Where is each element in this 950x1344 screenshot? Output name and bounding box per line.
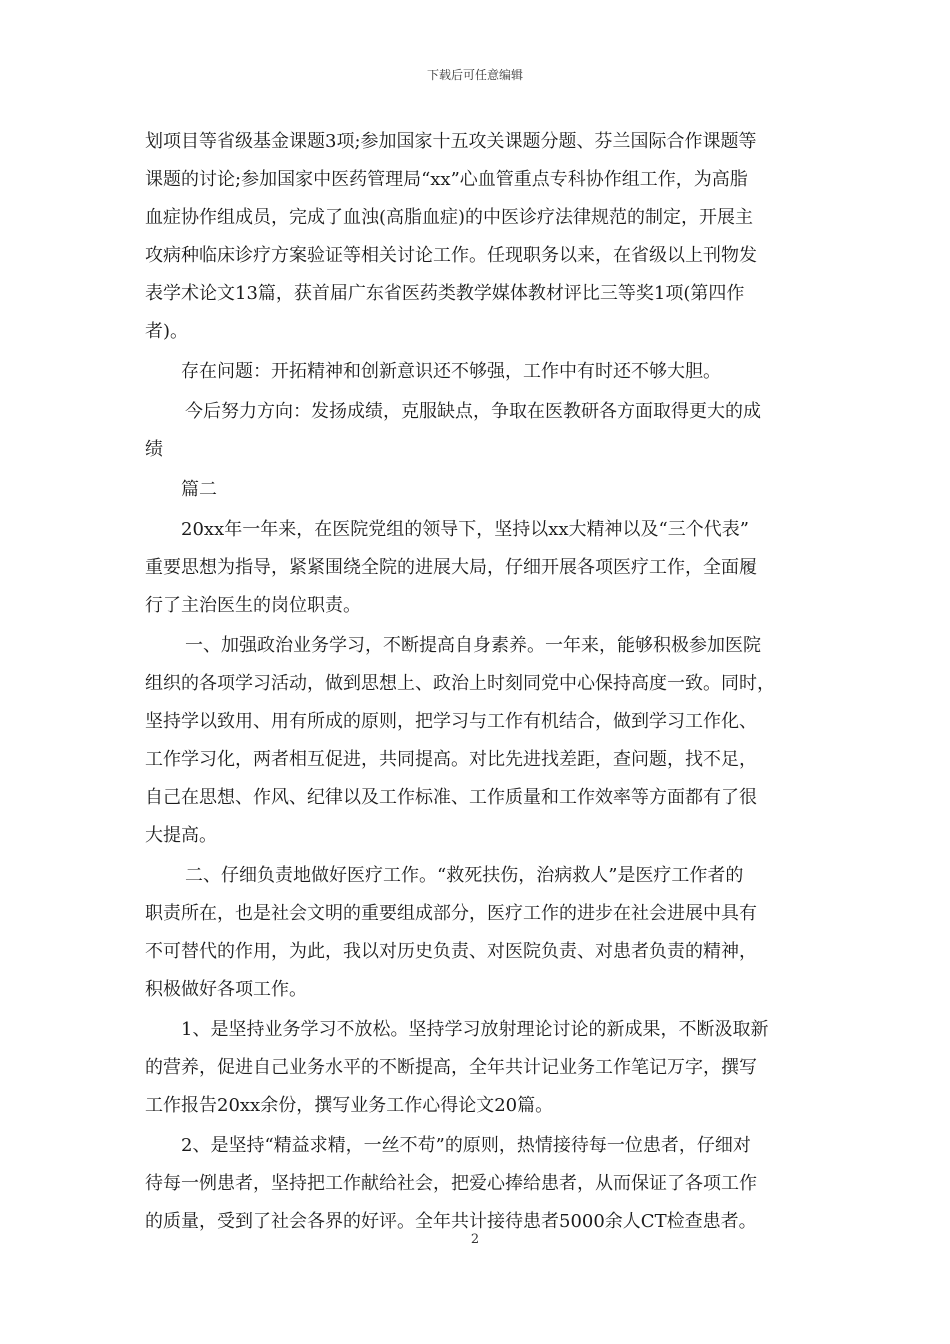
text-line: 表学术论文13篇，获首届广东省医药类教学媒体教材评比三等奖1项(第四作 [145,283,745,304]
text-line: 者)。 [145,321,189,342]
text-line: 一、加强政治业务学习，不断提高自身素养。一年来，能够积极参加医院 [185,635,761,656]
text-line: 待每一例患者，坚持把工作献给社会，把爱心捧给患者，从而保证了各项工作 [145,1173,757,1194]
page-number: 2 [470,1232,480,1247]
text-line: 存在问题：开拓精神和创新意识还不够强，工作中有时还不够大胆。 [181,361,721,382]
section-heading: 篇二 [181,479,217,500]
text-line: 1、是坚持业务学习不放松。坚持学习放射理论讨论的新成果，不断汲取新 [181,1019,769,1040]
text-line: 职责所在，也是社会文明的重要组成部分，医疗工作的进步在社会进展中具有 [145,903,757,924]
text-line: 今后努力方向：发扬成绩，克服缺点，争取在医教研各方面取得更大的成 [185,401,761,422]
text-line: 划项目等省级基金课题3项;参加国家十五攻关课题分题、芬兰国际合作课题等 [145,131,757,152]
text-line: 重要思想为指导，紧紧围绕全院的进展大局，仔细开展各项医疗工作，全面履 [145,557,757,578]
text-line: 2、是坚持“精益求精，一丝不苟”的原则，热情接待每一位患者，仔细对 [181,1135,751,1156]
text-line: 工作学习化，两者相互促进，共同提高。对比先进找差距，查问题，找不足， [145,749,757,770]
document-body [145,123,810,1241]
text-line: 血症协作组成员，完成了血浊(高脂血症)的中医诊疗法律规范的制定，开展主 [145,207,754,228]
text-line: 绩 [145,439,163,460]
page-header: 下载后可任意编辑 [426,68,523,82]
text-line: 课题的讨论;参加国家中医药管理局“xx”心血管重点专科协作组工作，为高脂 [145,169,748,190]
text-line: 组织的各项学习活动，做到思想上、政治上时刻同党中心保持高度一致。同时， [145,673,775,694]
text-line: 20xx年一年来，在医院党组的领导下，坚持以xx大精神以及“三个代表” [181,519,749,540]
text-line: 不可替代的作用，为此，我以对历史负责、对医院负责、对患者负责的精神， [145,941,757,962]
text-line: 的质量，受到了社会各界的好评。全年共计接待患者5000余人CT检查患者。 [145,1211,757,1232]
text-line: 的营养，促进自己业务水平的不断提高，全年共计记业务工作笔记万字，撰写 [145,1057,757,1078]
text-line: 积极做好各项工作。 [145,979,307,1000]
text-line: 工作报告20xx余份，撰写业务工作心得论文20篇。 [145,1095,554,1116]
text-line: 大提高。 [145,825,217,846]
text-line: 二、仔细负责地做好医疗工作。“救死扶伤，治病救人”是医疗工作者的 [185,865,744,886]
text-line: 攻病种临床诊疗方案验证等相关讨论工作。任现职务以来，在省级以上刊物发 [145,245,757,266]
text-line: 自己在思想、作风、纪律以及工作标准、工作质量和工作效率等方面都有了很 [145,787,757,808]
text-line: 行了主治医生的岗位职责。 [145,595,361,616]
text-line: 坚持学以致用、用有所成的原则，把学习与工作有机结合，做到学习工作化、 [145,711,757,732]
